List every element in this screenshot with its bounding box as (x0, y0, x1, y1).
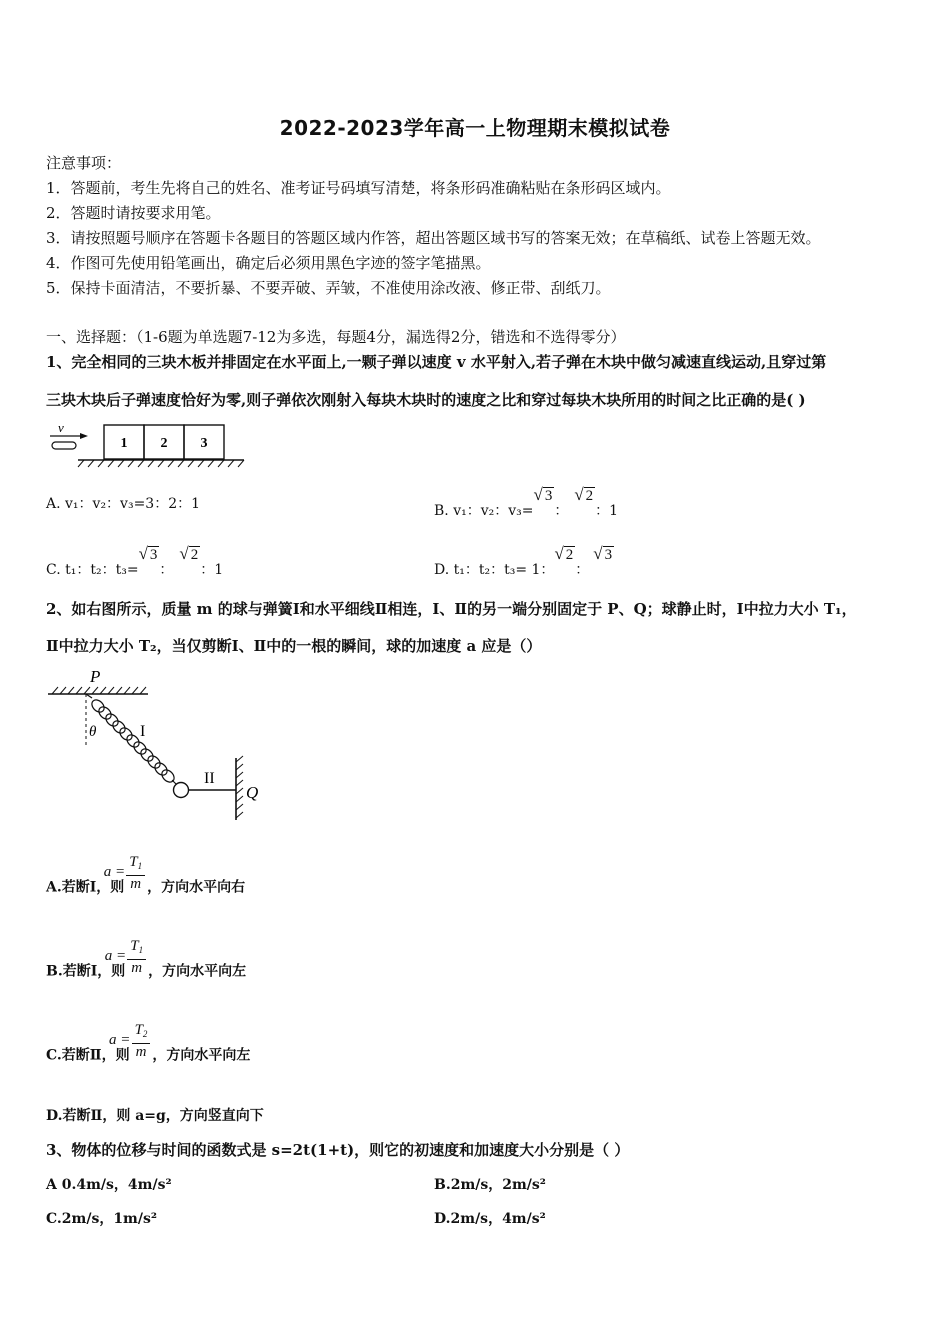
svg-text:Q: Q (246, 783, 259, 802)
q1-option-c: C. t₁：t₂：t₃=√ 3：√ 2：1 (46, 544, 224, 578)
q2-option-a: A.若断Ⅰ，则 a = $T_1$ m ，方向水平向右 (46, 854, 246, 896)
q2-option-c: C.若断Ⅱ，则 a = $T_2$ m ，方向水平向左 (46, 1022, 251, 1064)
q3-option-a: A 0.4m/s，4m/s² (46, 1177, 172, 1193)
svg-text:3: 3 (200, 436, 208, 451)
spring-coil (90, 698, 177, 785)
page-title: 2022-2023学年高一上物理期末模拟试卷 (279, 116, 671, 140)
q1-stem-line2: 三块木块后子弹速度恰好为零,则子弹依次刚射入每块木块时的速度之比和穿过每块木块所用的时间之比正确的是( ) (46, 391, 806, 409)
q1-stem-line1: 1、完全相同的三块木板并排固定在水平面上,一颗子弹以速度 v 水平射入,若子弹在木块中做匀减速直线运动,且穿过第 (46, 353, 827, 371)
svg-text:II: II (204, 770, 215, 787)
section-heading: 一、选择题：（1-6题为单选题7-12为多选，每题4分，漏选得2分，错选和不选得零分） (46, 328, 626, 346)
notice-item: 1．答题前，考生先将自己的姓名、准考证号码填写清楚，将条形码准确粘贴在条形码区域内。 (46, 179, 671, 197)
notice-heading: 注意事项： (46, 154, 122, 172)
q3-option-d: D.2m/s，4m/s² (434, 1211, 546, 1227)
svg-text:P: P (90, 667, 101, 686)
q2-stem-line2: Ⅱ中拉力大小 T₂，当仅剪断Ⅰ、Ⅱ中的一根的瞬间，球的加速度 a 应是（） (46, 637, 542, 655)
q3-option-b: B.2m/s，2m/s² (434, 1177, 546, 1193)
notice-item: 2．答题时请按要求用笔。 (46, 204, 221, 222)
bullet-shape (52, 442, 76, 449)
notice-item: 4．作图可先使用铅笔画出，确定后必须用黑色字迹的签字笔描黑。 (46, 254, 491, 272)
svg-text:2: 2 (160, 436, 168, 451)
q2-option-b: B.若断Ⅰ，则 a = $T_1$ m ，方向水平向左 (46, 938, 247, 980)
q2-spring-figure (44, 666, 274, 826)
q1-option-b: B. v₁：v₂：v₃=√ 3：√ 2：1 (434, 485, 619, 519)
svg-text:θ: θ (89, 724, 97, 740)
q3-option-c: C.2m/s，1m/s² (46, 1211, 158, 1227)
q3-stem: 3、物体的位移与时间的函数式是 s=2t(1+t)，则它的初速度和加速度大小分别是（ ） (46, 1141, 630, 1159)
ball-shape (174, 783, 189, 798)
svg-text:1: 1 (120, 436, 128, 451)
velocity-label: v (58, 420, 64, 435)
notice-item: 3．请按照题号顺序在答题卡各题目的答题区域内作答，超出答题区域书写的答案无效；在草稿纸、试卷上答题无效。 (46, 229, 821, 247)
svg-text:I: I (140, 723, 146, 740)
notice-item: 5．保持卡面清洁，不要折暴、不要弄破、弄皱，不准使用涂改液、修正带、刮纸刀。 (46, 279, 611, 297)
q2-option-d: D.若断Ⅱ，则 a=g，方向竖直向下 (46, 1108, 264, 1124)
q1-blocks-figure (44, 420, 249, 470)
q2-stem-line1: 2、如右图所示，质量 m 的球与弹簧Ⅰ和水平细线Ⅱ相连，Ⅰ、Ⅱ的另一端分别固定于 P、Q；球静止时，Ⅰ中拉力大小 T₁， (46, 600, 857, 618)
q1-option-a: A. v₁：v₂：v₃=3：2：1 (46, 496, 201, 512)
q1-option-d: D. t₁：t₂：t₃= 1：√ 2：√ 3 (434, 544, 613, 578)
